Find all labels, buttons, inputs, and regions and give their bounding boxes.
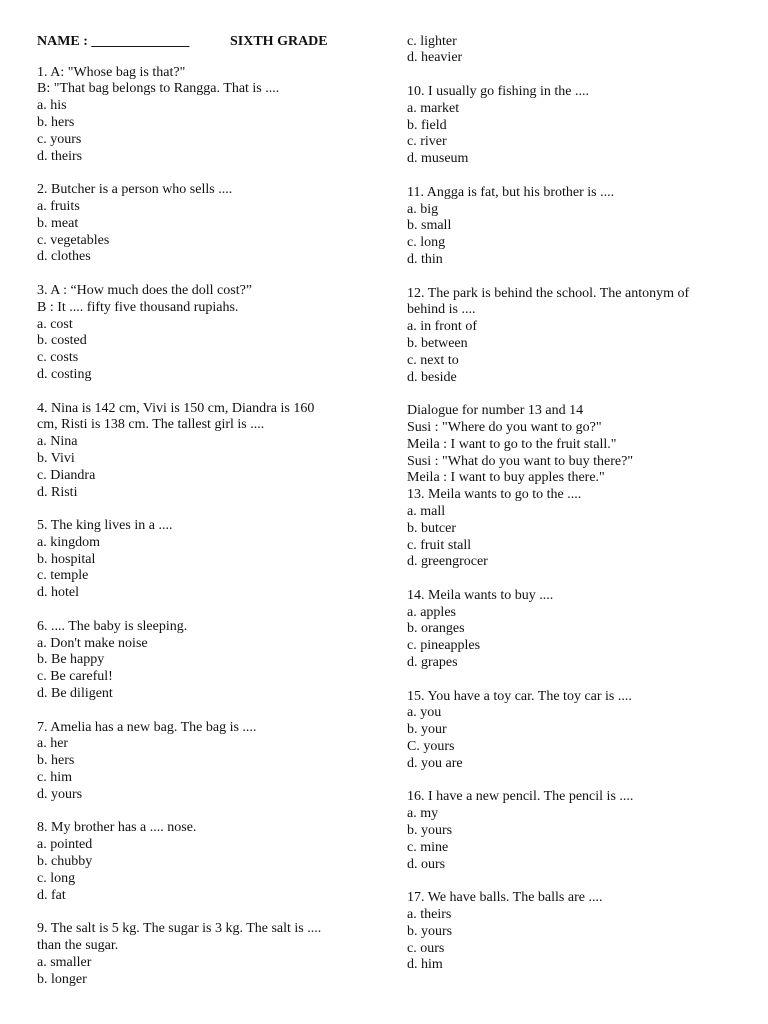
answer-option: c. long <box>37 870 76 886</box>
answer-option: d. greengrocer <box>407 554 488 570</box>
grade-label: SIXTH GRADE <box>230 33 328 49</box>
question-11 <box>407 185 757 269</box>
answer-option: C. yours <box>407 739 455 755</box>
dialogue-line: Susi : "Where do you want to go?" <box>407 419 602 435</box>
question-text: 9. The salt is 5 kg. The sugar is 3 kg. The salt is .... <box>37 921 322 937</box>
question-text: 12. The park is behind the school. The antonym of <box>407 285 690 301</box>
question-text: 17. We have balls. The balls are .... <box>407 890 603 906</box>
question-15 <box>407 689 757 773</box>
question-text: than the sugar. <box>37 938 119 954</box>
answer-option: a. big <box>407 201 439 217</box>
answer-option: d. ours <box>407 856 446 872</box>
left-column <box>37 34 397 989</box>
question-8 <box>37 820 397 904</box>
question-4 <box>37 401 397 502</box>
answer-option: c. temple <box>37 568 89 584</box>
answer-option: b. field <box>407 117 447 133</box>
dialogue-line: Meila : I want to go to the fruit stall." <box>407 436 617 452</box>
answer-option: b. chubby <box>37 854 93 870</box>
answer-option: b. meat <box>37 215 79 231</box>
question-text: 14. Meila wants to buy .... <box>407 587 554 603</box>
answer-option: a. kingdom <box>37 534 100 550</box>
question-text: cm, Risti is 138 cm. The tallest girl is .... <box>37 417 265 433</box>
answer-option: d. hotel <box>37 585 79 601</box>
answer-option: d. Risti <box>37 484 78 500</box>
question-text: 3. A : “How much does the doll cost?” <box>37 282 253 298</box>
answer-option: a. his <box>37 98 67 114</box>
question-text: 15. You have a toy car. The toy car is .... <box>407 688 632 704</box>
answer-option: c. ours <box>407 940 445 956</box>
answer-option: c. river <box>407 134 447 150</box>
answer-option: a. her <box>37 736 69 752</box>
answer-option: c. costs <box>37 350 79 366</box>
question-9 <box>37 921 397 988</box>
question-text: 10. I usually go fishing in the .... <box>407 83 589 99</box>
answer-option: d. fat <box>37 887 66 903</box>
right-column <box>407 34 757 975</box>
answer-option: c. him <box>37 770 72 786</box>
answer-option: c. mine <box>407 839 449 855</box>
answer-option: a. in front of <box>407 319 477 335</box>
question-9-continued <box>407 34 757 68</box>
answer-option: c. yours <box>37 131 82 147</box>
question-text: 8. My brother has a .... nose. <box>37 820 197 836</box>
answer-option: d. grapes <box>407 655 458 671</box>
question-2 <box>37 182 397 266</box>
answer-option: a. Nina <box>37 434 78 450</box>
answer-option: c. Diandra <box>37 467 96 483</box>
question-text: 1. A: "Whose bag is that?" <box>37 64 186 80</box>
answer-option: b. hers <box>37 753 75 769</box>
answer-option: b. hers <box>37 114 75 130</box>
answer-option: a. market <box>407 100 460 116</box>
question-text: behind is .... <box>407 302 476 318</box>
question-text: 5. The king lives in a .... <box>37 518 173 534</box>
question-16 <box>407 789 757 873</box>
question-10 <box>407 84 757 168</box>
question-list-left <box>37 65 397 989</box>
answer-option: d. thin <box>407 251 443 267</box>
answer-option: a. theirs <box>407 907 452 923</box>
answer-option: b. longer <box>37 971 87 987</box>
answer-option: b. costed <box>37 333 87 349</box>
answer-option: d. heavier <box>407 50 463 66</box>
question-text: 4. Nina is 142 cm, Vivi is 150 cm, Diandra is 160 <box>37 400 315 416</box>
dialogue-line: Susi : "What do you want to buy there?" <box>407 453 634 469</box>
answer-option: c. long <box>407 235 446 251</box>
question-text: 13. Meila wants to go to the .... <box>407 487 582 503</box>
answer-option: d. museum <box>407 151 469 167</box>
question-1 <box>37 65 397 166</box>
answer-option: a. mall <box>407 503 446 519</box>
answer-option: b. butcer <box>407 520 456 536</box>
worksheet-header <box>37 34 397 51</box>
question-17 <box>407 890 757 974</box>
answer-option: b. small <box>407 218 452 234</box>
question-7 <box>37 720 397 804</box>
answer-option: a. fruits <box>37 198 80 214</box>
answer-option: c. next to <box>407 352 459 368</box>
answer-option: c. lighter <box>407 33 457 49</box>
question-5 <box>37 518 397 602</box>
answer-option: d. him <box>407 957 443 973</box>
answer-option: a. cost <box>37 316 73 332</box>
answer-option: a. Don't make noise <box>37 635 148 651</box>
question-14 <box>407 588 757 672</box>
answer-option: b. hospital <box>37 551 96 567</box>
answer-option: c. Be careful! <box>37 669 113 685</box>
answer-option: b. oranges <box>407 621 465 637</box>
answer-option: d. theirs <box>37 148 83 164</box>
question-6 <box>37 619 397 703</box>
answer-option: d. costing <box>37 366 92 382</box>
answer-option: c. fruit stall <box>407 537 472 553</box>
question-text: 11. Angga is fat, but his brother is .... <box>407 184 615 200</box>
answer-option: b. yours <box>407 923 453 939</box>
answer-option: a. my <box>407 806 439 822</box>
answer-option: a. apples <box>407 604 456 620</box>
answer-option: b. Vivi <box>37 450 75 466</box>
answer-option: a. you <box>407 705 442 721</box>
question-13-with-dialogue <box>407 403 757 571</box>
question-12 <box>407 286 757 387</box>
answer-option: d. Be diligent <box>37 686 113 702</box>
question-3 <box>37 283 397 384</box>
question-text: B : It .... fifty five thousand rupiahs. <box>37 299 239 315</box>
dialogue-line: Meila : I want to buy apples there." <box>407 470 605 486</box>
dialogue-heading: Dialogue for number 13 and 14 <box>407 403 584 419</box>
student-name-label: NAME : ______________ <box>37 33 190 49</box>
answer-option: b. your <box>407 722 447 738</box>
question-text: 6. .... The baby is sleeping. <box>37 618 188 634</box>
answer-option: d. clothes <box>37 249 91 265</box>
answer-option: a. pointed <box>37 837 93 853</box>
answer-option: b. Be happy <box>37 652 105 668</box>
answer-option: d. you are <box>407 755 463 771</box>
answer-option: c. pineapples <box>407 638 481 654</box>
answer-option: a. smaller <box>37 954 92 970</box>
answer-option: d. yours <box>37 786 83 802</box>
answer-option: b. yours <box>407 823 453 839</box>
answer-option: c. vegetables <box>37 232 110 248</box>
question-text: 16. I have a new pencil. The pencil is .... <box>407 789 634 805</box>
answer-option: d. beside <box>407 369 457 385</box>
question-text: 7. Amelia has a new bag. The bag is .... <box>37 719 257 735</box>
question-text: 2. Butcher is a person who sells .... <box>37 182 233 198</box>
question-text: B: "That bag belongs to Rangga. That is .... <box>37 81 280 97</box>
answer-option: b. between <box>407 335 468 351</box>
